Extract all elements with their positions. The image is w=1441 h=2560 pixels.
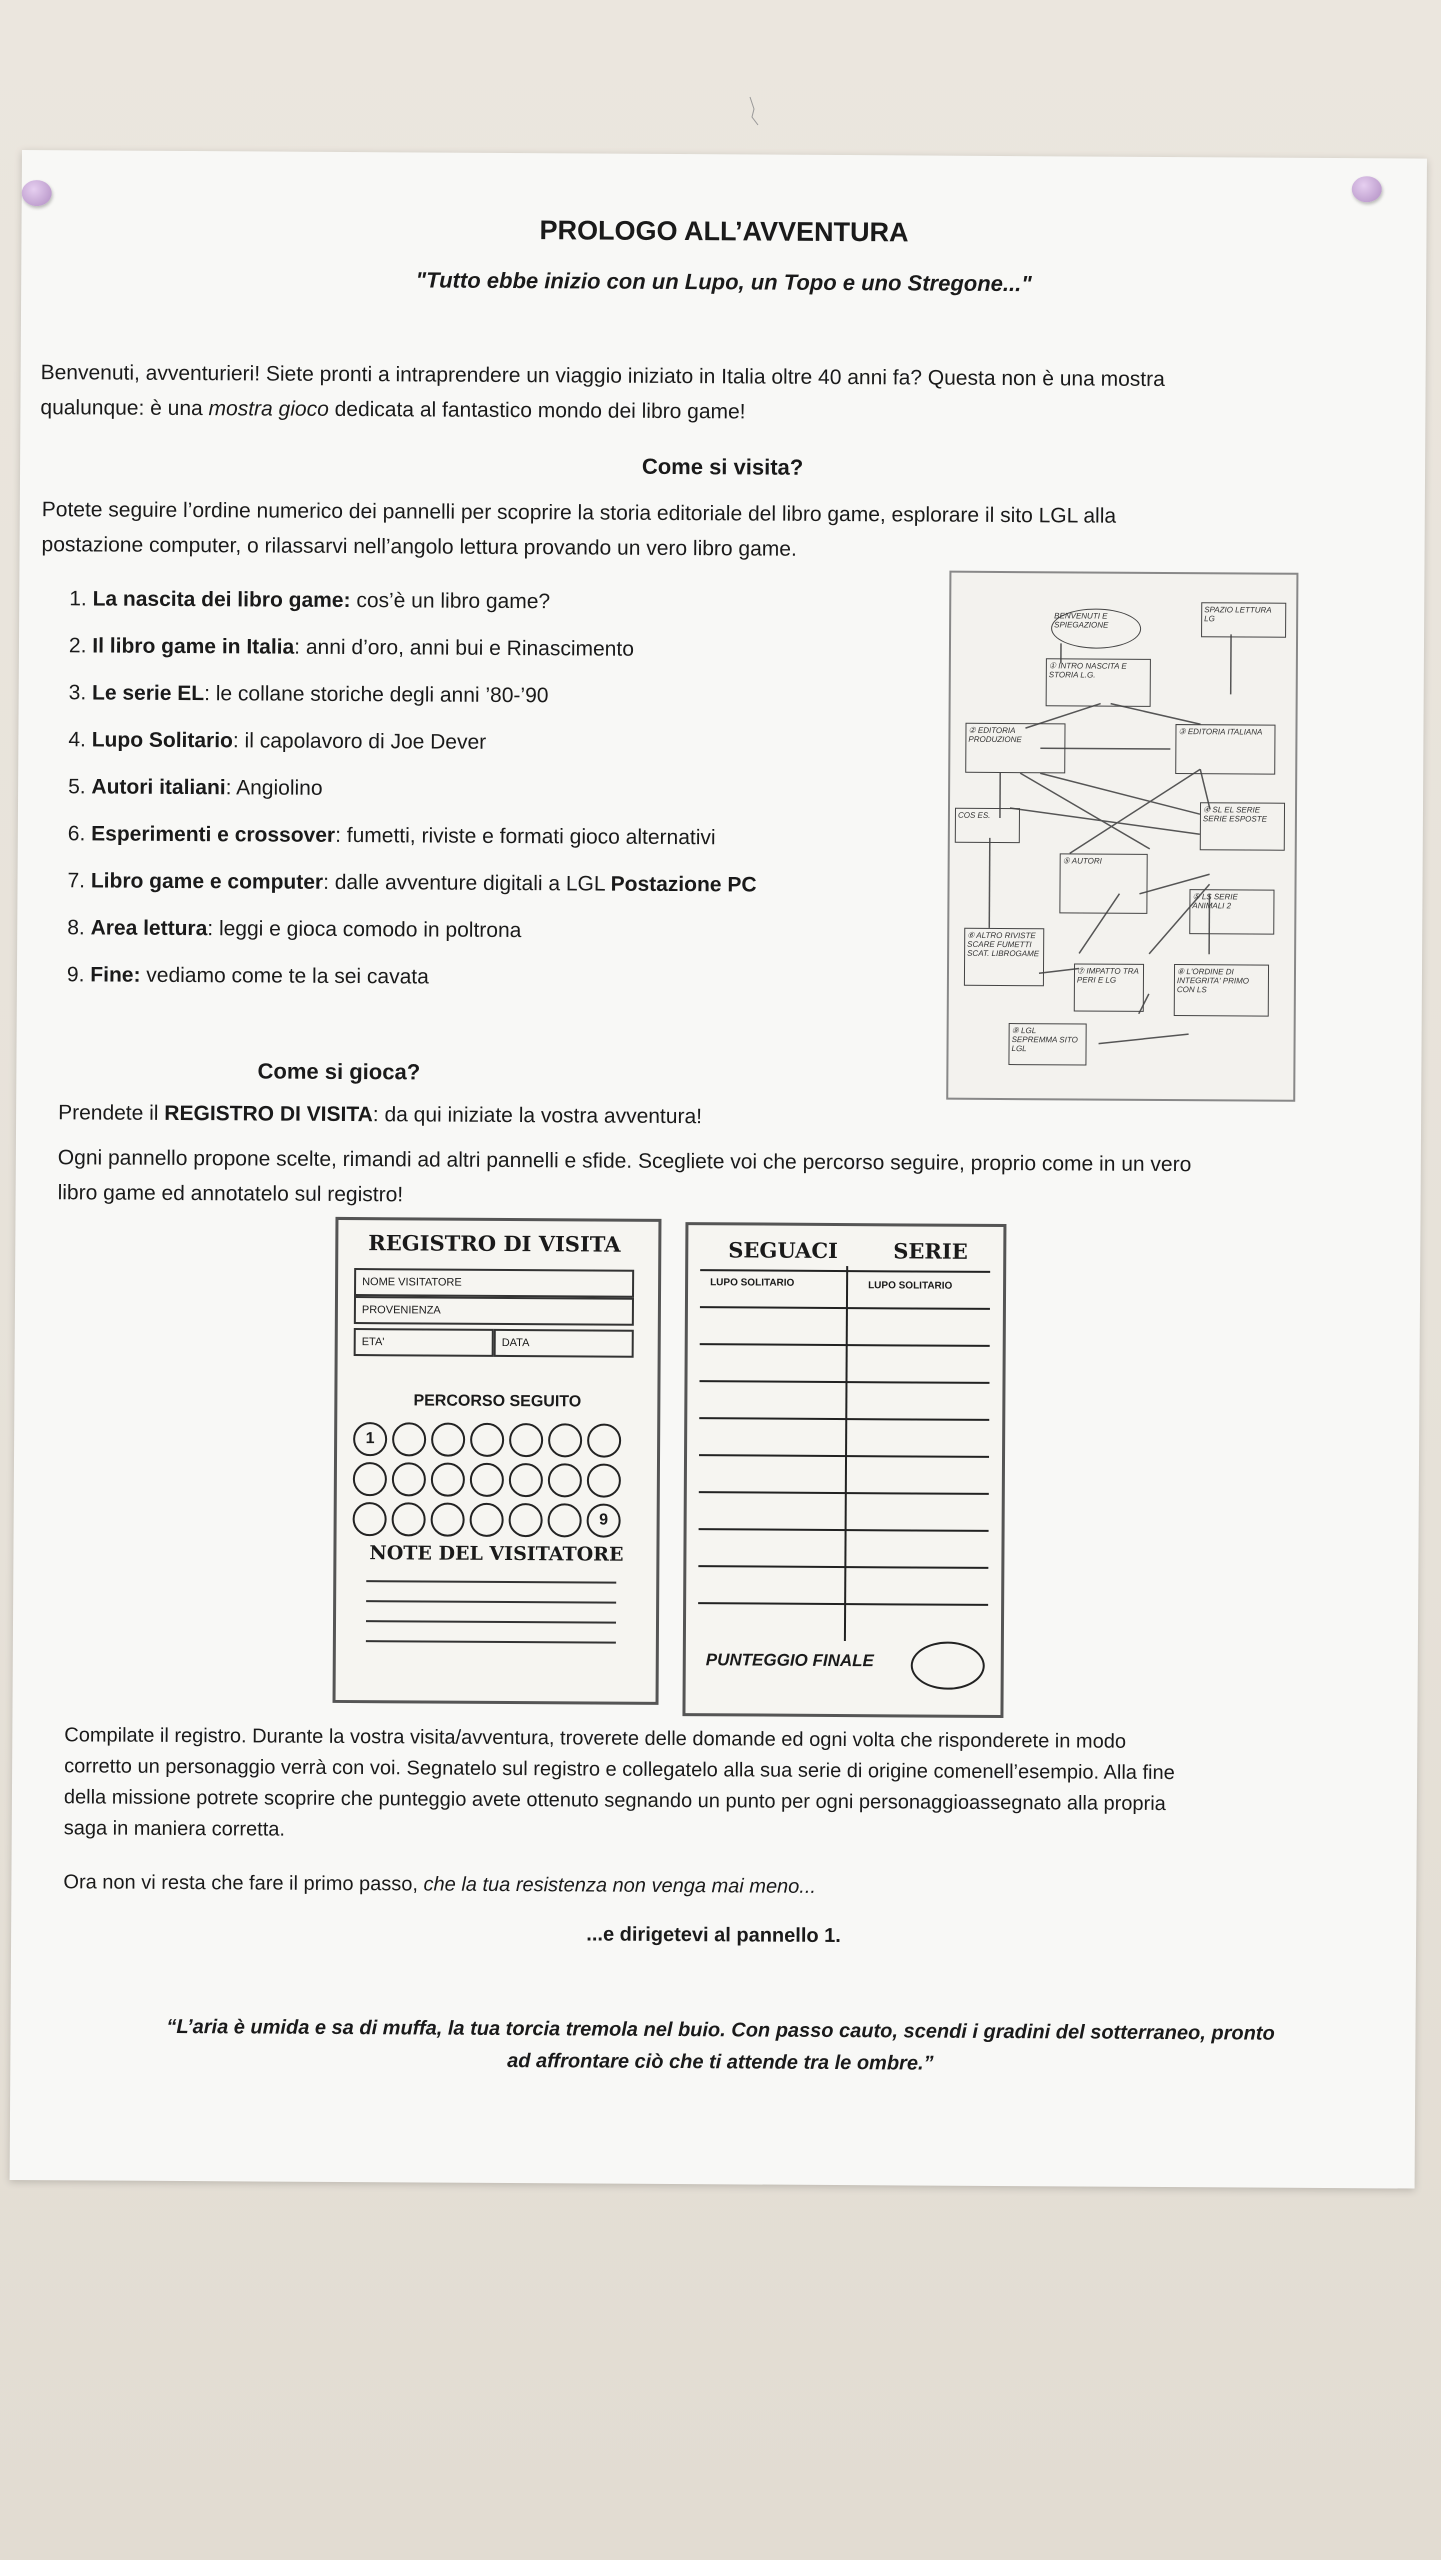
closing-quote [80,2010,1360,2082]
panel-item-4: 4. Lupo Solitario: il capolavoro di Joe Dever [68,728,487,754]
path-circle [509,1463,543,1497]
compile-paragraph [64,1720,1405,1852]
table-rows [688,1225,1003,1227]
intro-text: qualunque: è una [40,396,209,421]
goto-line: ...e dirigetevi al pannello 1. [586,1923,841,1948]
flow-node: ⑤ LS SERIE ANIMALI 2 [1189,889,1274,935]
intro-line: Benvenuti, avventurieri! Siete pronti a intraprendere un viaggio iniziato in Italia oltre 40 anni fa? Questa non è una mostra [40,361,1165,391]
quote-line: ad affrontare ciò che ti attende tra le ombre.” [507,2049,934,2075]
pushpin-right [1352,176,1382,202]
flow-node: ② EDITORIA PRODUZIONE [965,723,1065,774]
flow-node: ⑨ LGL SEPREMMA SITO LGL [1008,1023,1086,1065]
poster-subtitle: "Tutto ebbe inizio con un Lupo, un Topo e uno Stregone..." [415,267,1032,297]
play-line: Ogni pannello propone scelte, rimandi ad altri pannelli e sfide. Scegliete voi che percorso seguire, proprio come in un vero [57,1146,1192,1177]
followers-card [682,1222,1006,1718]
poster-title: PROLOGO ALL’AVVENTURA [539,215,909,248]
play-line: Prendete il REGISTRO DI VISITA: da qui iniziate la vostra avventura! [58,1101,703,1129]
final-score-oval [911,1641,985,1689]
path-circle [392,1462,426,1496]
path-circle [392,1502,426,1536]
path-circle [509,1503,543,1537]
intro-paragraph [40,355,1410,433]
panel-item-3: 3. Le serie EL: le collane storiche degli anni ’80-’90 [68,681,549,708]
play-heading: Come si gioca? [257,1058,421,1085]
visit-heading: Come si visita? [641,453,804,480]
series-header: SERIE [893,1238,968,1264]
compile-line: corretto un personaggio verrà con voi. Segnatelo sul registro e collegatelo alla sua serie di origine comenell’esempio. Alla fine [64,1755,1175,1785]
table-divider [844,1266,848,1641]
play-paragraph [58,1095,1409,1218]
flow-node: ③ EDITORIA ITALIANA [1175,724,1275,775]
flow-node: ⑧ L'ORDINE DI INTEGRITA' PRIMO CON LS [1174,964,1269,1017]
panel-list [67,575,759,1002]
path-circle [353,1462,387,1496]
path-circle [353,1502,387,1536]
path-circle [470,1463,504,1497]
path-title: PERCORSO SEGUITO [413,1392,582,1411]
intro-emphasis: mostra gioco [208,397,329,421]
flow-node: ① INTRO NASCITA E STORIA L.G. [1046,658,1151,707]
flow-node: ⑤ AUTORI [1059,853,1147,914]
panel-item-1: 1. La nascita dei libro game: cos’è un libro game? [69,587,551,614]
path-circle [587,1463,621,1497]
register-card [333,1217,662,1705]
register-title: REGISTRO DI VISITA [368,1230,621,1257]
notes-line [366,1600,616,1604]
path-circle: 9 [587,1503,621,1537]
flow-node: ⑦ IMPATTO TRA PERI E LG [1074,963,1144,1011]
table-row-line [699,1491,989,1495]
flow-node: COS ES. [955,808,1020,843]
compile-line: della missione potrete scoprire che punteggio avete ottenuto segnando un punto per ogni personaggioassegnato alla propria [63,1786,1166,1816]
flow-node: BENVENUTI E SPIEGAZIONE [1051,608,1141,649]
poster-sheet [10,150,1427,2189]
panel-item-6: 6. Esperimenti e crossover: fumetti, riviste e formati gioco alternativi [67,822,716,850]
final-score-label: PUNTEGGIO FINALE [705,1650,874,1671]
followers-header: SEGUACI [728,1237,838,1264]
table-cell: LUPO SOLITARIO [868,1280,953,1292]
pushpin-left [22,180,52,206]
date-field: DATA [494,1329,634,1358]
path-circle [548,1423,582,1457]
panel-item-9: 9. Fine: vediamo come te la sei cavata [66,963,429,989]
play-line: libro game ed annotatelo sul registro! [57,1181,404,1207]
table-cell: LUPO SOLITARIO [710,1277,795,1289]
notes-line [366,1640,616,1644]
path-circle [431,1503,465,1537]
path-circle: 1 [353,1422,387,1456]
flow-node: ⑥ ALTRO RIVISTE SCARE FUMETTI SCAT. LIBROGAME [964,928,1044,986]
panel-item-7: 7. Libro game e computer: dalle avventure digitali a LGL Postazione PC [67,869,757,897]
path-circle [548,1463,582,1497]
wall-crack [740,95,780,135]
path-circle [509,1423,543,1457]
path-circle [392,1422,426,1456]
panel-item-8: 8. Area lettura: leggi e gioca comodo in poltrona [67,916,522,943]
visit-line: postazione computer, o rilassarvi nell’angolo lettura provando un vero libro game. [41,533,797,561]
flow-node: ④ SL EL SERIE SERIE ESPOSTE [1200,802,1285,851]
flowchart-sketch [946,571,1298,1102]
visitor-name-field: NOME VISITATORE [354,1268,634,1298]
panel-item-2: 2. Il libro game in Italia: anni d’oro, anni bui e Rinascimento [68,634,634,661]
path-circle [587,1423,621,1457]
intro-text: dedicata al fantastico mondo dei libro game! [328,397,746,424]
notes-line [366,1580,616,1584]
quote-line: “L’aria è umida e sa di muffa, la tua torcia tremola nel buio. Con passo cauto, scendi i gradini del sotterraneo, pronto [166,2015,1275,2045]
path-circle [431,1463,465,1497]
visit-line: Potete seguire l’ordine numerico dei pannelli per scoprire la storia editoriale del libro game, esplorare il sito LGL alla [41,498,1117,528]
notes-line [366,1620,616,1624]
path-circle [470,1503,504,1537]
intro-line [40,390,1410,433]
notes-title: NOTE DEL VISITATORE [369,1542,624,1566]
path-circle [548,1503,582,1537]
panel-item-5: 5. Autori italiani: Angiolino [68,775,323,800]
table-row-line [698,1565,988,1569]
flow-node: SPAZIO LETTURA LG [1201,602,1286,638]
visit-paragraph [41,492,1411,570]
path-circle [470,1423,504,1457]
compile-line: Compilate il registro. Durante la vostra visita/avventura, troverete delle domande ed ogni volta che risponderete in modo [64,1724,1127,1753]
origin-field: PROVENIENZA [354,1296,634,1326]
compile-line: saga in maniera corretta. [63,1817,286,1841]
path-circle [431,1423,465,1457]
step-line: Ora non vi resta che fare il primo passo, che la tua resistenza non venga mai meno... [63,1871,817,1898]
age-field: ETA' [354,1328,494,1357]
